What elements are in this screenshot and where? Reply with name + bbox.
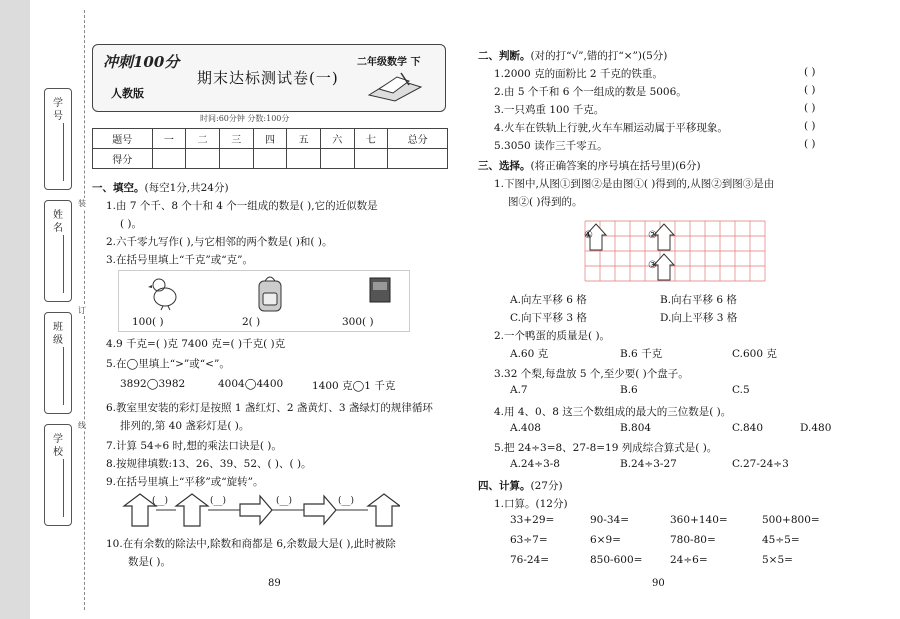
mental-calc-title: 1.口算。(12分) (494, 498, 568, 510)
question-9: 9.在括号里填上“平移”或“旋转”。 (106, 476, 264, 488)
question-9-blank-1[interactable]: (__) (152, 496, 169, 506)
question-8: 8.按规律填数:13、26、39、52、( )、( )。 (106, 458, 312, 470)
section-4-title: 四、计算。 (478, 480, 531, 492)
calc-item[interactable]: 33+29= (510, 514, 555, 526)
calc-item[interactable]: 76-24= (510, 554, 550, 566)
choice-3-option-b[interactable]: B.6 (620, 384, 638, 396)
student-name-box[interactable] (44, 200, 72, 302)
score-cell[interactable] (354, 149, 388, 169)
choice-2-option-c[interactable]: C.600 克 (732, 348, 777, 360)
student-name-line (63, 235, 64, 293)
score-cell[interactable] (219, 149, 253, 169)
cut-mark-1: 装 (78, 199, 86, 208)
choice-4: 4.用 4、0、8 这三个数组成的最大的三位数是( )。 (494, 406, 732, 418)
edition-label: 人教版 (111, 87, 144, 100)
question-1-line-1: 1.由 7 个千、8 个十和 4 个一组成的数是( ),它的近似数是 (106, 200, 378, 212)
choice-3-option-c[interactable]: C.5 (732, 384, 750, 396)
question-5-item-1: 3892◯3982 (120, 378, 186, 390)
class-line (63, 347, 64, 405)
calc-item[interactable]: 24÷6= (670, 554, 708, 566)
score-table-score-row (93, 149, 448, 169)
score-table-header-row (93, 129, 448, 149)
judge-answer-4[interactable]: ( ) (804, 120, 816, 132)
calc-item[interactable]: 850-600= (590, 554, 643, 566)
section-4-note: (27分) (530, 480, 563, 492)
choice-3-option-a[interactable]: A.7 (510, 384, 528, 396)
choice-1-option-c[interactable]: C.向下平移 3 格 (510, 312, 587, 324)
question-5-item-2: 4004◯4400 (218, 378, 284, 390)
choice-1-line-1: 1.下图中,从图①到图②是由图①( )得到的,从图②到图③是由 (494, 178, 775, 190)
judge-item-1: 1.2000 克的面粉比 2 千克的铁重。 (494, 68, 663, 80)
choice-3: 3.32 个梨,每盘放 5 个,至少要( )个盘子。 (494, 368, 689, 380)
question-3-item-2: 2( ) (242, 316, 261, 328)
exam-header (92, 44, 446, 112)
table-cell: 得分 (93, 149, 153, 169)
question-6-line-2: 排列的,第 40 盏彩灯是( )。 (120, 420, 250, 432)
grade-label: 二年级数学 下 (357, 57, 421, 68)
section-1-title: 一、填空。 (92, 182, 145, 194)
section-4-heading (478, 478, 563, 493)
calc-item[interactable]: 780-80= (670, 534, 716, 546)
class-label: 班级 (53, 322, 63, 346)
judge-item-5: 5.3050 读作三千零五。 (494, 140, 608, 152)
judge-answer-2[interactable]: ( ) (804, 84, 816, 96)
choice-5-option-a[interactable]: A.24÷3-8 (510, 458, 560, 470)
score-table (92, 128, 448, 169)
page-number-left: 89 (268, 578, 281, 589)
section-1-note: (每空1分,共24分) (144, 182, 229, 194)
question-10-line-2: 数是( )。 (128, 556, 172, 568)
exam-title: 期末达标测试卷(一) (197, 69, 339, 87)
table-cell: 六 (320, 129, 354, 149)
score-cell[interactable] (388, 149, 448, 169)
choice-1-option-b[interactable]: B.向右平移 6 格 (660, 294, 737, 306)
table-cell: 三 (219, 129, 253, 149)
choice-4-option-d[interactable]: D.480 (800, 422, 832, 434)
question-3-item-1: 100( ) (132, 316, 164, 328)
choice-4-option-a[interactable]: A.408 (510, 422, 541, 434)
grid-label-1: ① (584, 230, 593, 241)
choice-4-option-c[interactable]: C.840 (732, 422, 764, 434)
student-id-line (63, 123, 64, 181)
question-10-line-1: 10.在有余数的除法中,除数和商都是 6,余数最大是( ),此时被除 (106, 538, 396, 550)
choice-2-option-b[interactable]: B.6 千克 (620, 348, 663, 360)
grid-label-2: ② (648, 230, 657, 241)
table-cell: 二 (186, 129, 220, 149)
judge-item-3: 3.一只鸡重 100 千克。 (494, 104, 605, 116)
question-3: 3.在括号里填上“千克”或“克”。 (106, 254, 253, 266)
judge-answer-5[interactable]: ( ) (804, 138, 816, 150)
calc-item[interactable]: 63÷7= (510, 534, 548, 546)
question-7: 7.计算 54÷6 时,想的乘法口诀是( )。 (106, 440, 282, 452)
book-cover-icon (369, 277, 391, 303)
grid-lines (585, 221, 765, 281)
question-2: 2.六千零九写作( ),与它相邻的两个数是( )和( )。 (106, 236, 333, 248)
judge-item-4: 4.火车在铁轨上行驶,火车车厢运动属于平移现象。 (494, 122, 728, 134)
question-5: 5.在◯里填上“>”或“<”。 (106, 358, 230, 370)
section-3-note: (将正确答案的序号填在括号里)(6分) (530, 160, 701, 172)
calc-item[interactable]: 90-34= (590, 514, 630, 526)
class-box[interactable] (44, 312, 72, 414)
question-6-line-1: 6.教室里安装的彩灯是按照 1 盏红灯、2 盏黄灯、3 盏绿灯的规律循环 (106, 402, 433, 414)
section-2-heading (478, 48, 667, 63)
section-3-title: 三、选择。 (478, 160, 531, 172)
section-1-heading (92, 180, 229, 195)
choice-1-line-2: 图②( )得到的。 (508, 196, 583, 208)
school-line (63, 459, 64, 517)
score-cell[interactable] (287, 149, 321, 169)
time-info: 时间:60分钟 分数:100分 (200, 114, 290, 123)
question-4: 4.9 千克=( )克 7400 克=( )千克( )克 (106, 338, 286, 350)
choice-1-option-a[interactable]: A.向左平移 6 格 (510, 294, 587, 306)
cut-mark-2: 订 (78, 306, 86, 315)
table-cell: 题号 (93, 129, 153, 149)
table-cell: 四 (253, 129, 287, 149)
school-box[interactable] (44, 424, 72, 526)
calc-item[interactable]: 6×9= (590, 534, 621, 546)
choice-5-option-b[interactable]: B.24÷3-27 (620, 458, 677, 470)
school-label: 学校 (53, 434, 63, 458)
choice-2: 2.一个鸭蛋的质量是( )。 (494, 330, 611, 342)
table-cell: 五 (287, 129, 321, 149)
choice-1-option-d[interactable]: D.向上平移 3 格 (660, 312, 738, 324)
score-cell[interactable] (320, 149, 354, 169)
judge-answer-3[interactable]: ( ) (804, 102, 816, 114)
table-cell: 一 (152, 129, 186, 149)
calc-item[interactable]: 360+140= (670, 514, 728, 526)
chick-icon (147, 275, 181, 311)
judge-item-2: 2.由 5 个千和 6 个一组成的数是 5006。 (494, 86, 687, 98)
choice-5: 5.把 24÷3=8、27-8=19 列成综合算式是( )。 (494, 442, 718, 454)
backpack-icon (255, 273, 285, 313)
choice-4-option-b[interactable]: B.804 (620, 422, 652, 434)
question-3-item-3: 300( ) (342, 316, 374, 328)
question-1-line-2: ( )。 (120, 218, 143, 230)
question-9-blank-3[interactable]: (__) (276, 496, 293, 506)
section-2-note: (对的打“√”,错的打“×”)(5分) (530, 50, 668, 62)
book-icon (365, 69, 425, 103)
cut-mark-3: 线 (78, 421, 86, 430)
question-9-blank-4[interactable]: (__) (338, 496, 355, 506)
choice-2-option-a[interactable]: A.60 克 (510, 348, 549, 360)
calc-item[interactable]: 5×5= (762, 554, 793, 566)
question-5-item-3: 1400 克◯1 千克 (312, 380, 396, 392)
table-cell: 总分 (388, 129, 448, 149)
student-name-label: 姓名 (53, 210, 63, 234)
grid-label-3: ③ (648, 260, 657, 271)
table-cell: 七 (354, 129, 388, 149)
student-id-label: 学号 (53, 98, 63, 122)
score-cell[interactable] (152, 149, 186, 169)
section-3-heading (478, 158, 701, 173)
question-9-blank-2[interactable]: (__) (210, 496, 227, 506)
score-cell[interactable] (186, 149, 220, 169)
score-cell[interactable] (253, 149, 287, 169)
section-2-title: 二、判断。 (478, 50, 531, 62)
translation-grid-figure (584, 220, 770, 282)
judge-answer-1[interactable]: ( ) (804, 66, 816, 78)
student-id-box[interactable] (44, 88, 72, 190)
calc-item[interactable]: 45÷5= (762, 534, 800, 546)
brand-logo: 冲刺100分 (103, 53, 180, 71)
page-number-right: 90 (652, 578, 665, 589)
calc-item[interactable]: 500+800= (762, 514, 820, 526)
choice-5-option-c[interactable]: C.27-24÷3 (732, 458, 789, 470)
